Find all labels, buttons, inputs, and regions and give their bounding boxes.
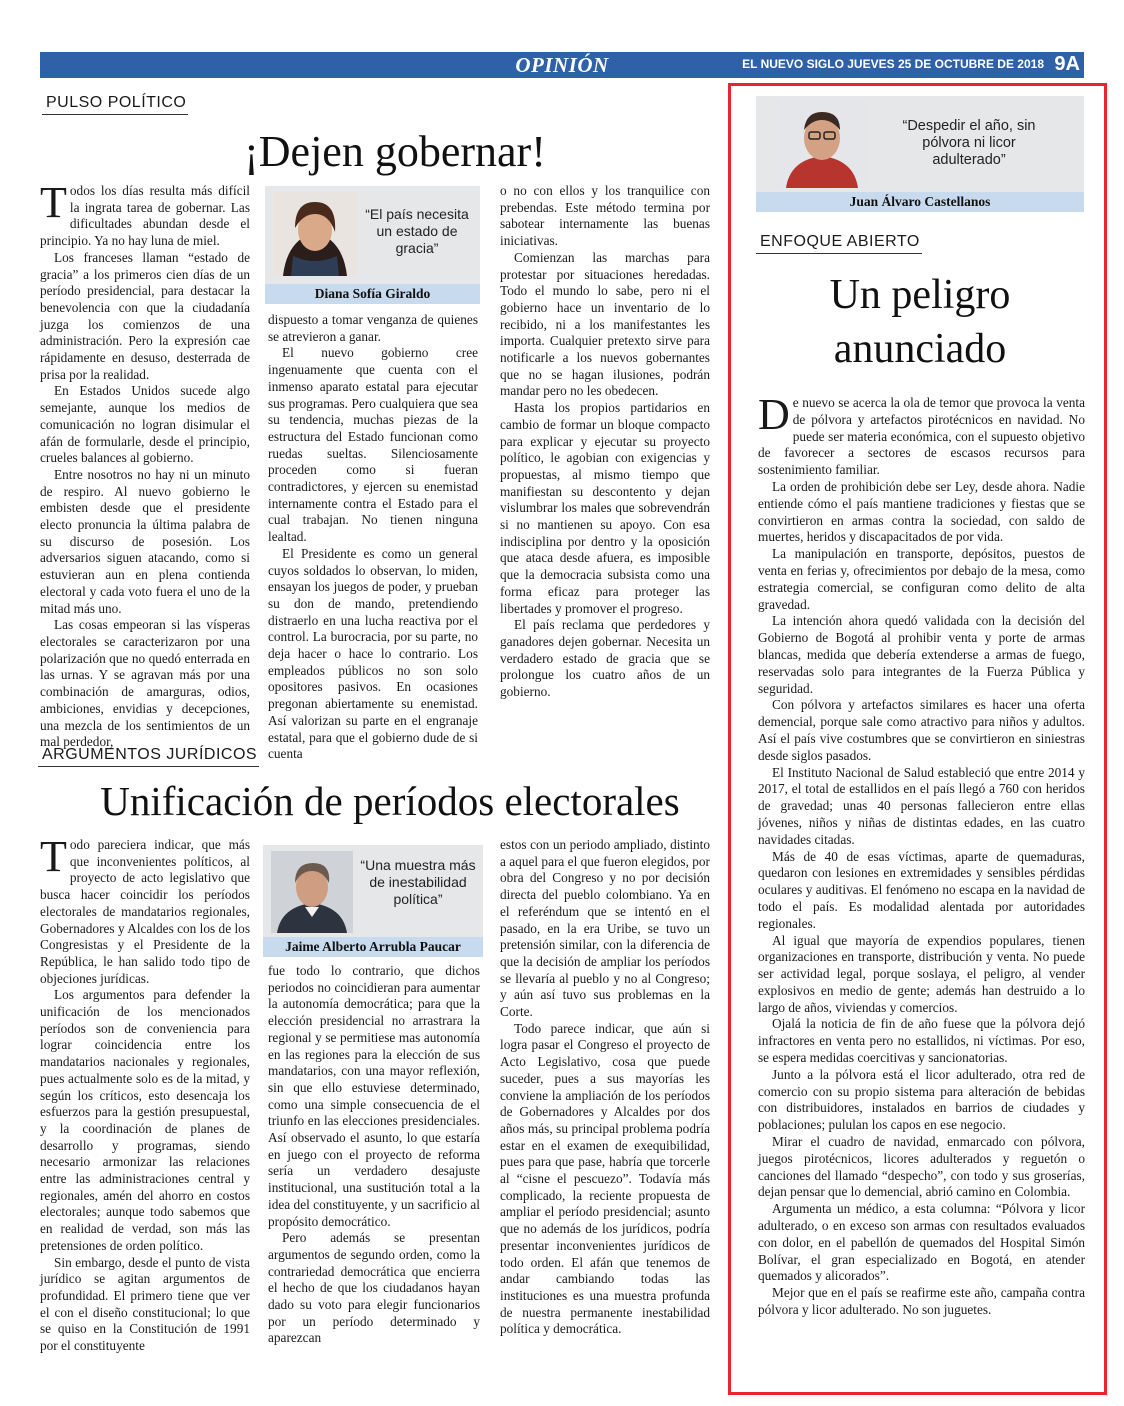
- article1-column-3: [500, 183, 710, 723]
- article1-paragraph: Comienzan las marchas para protestar por situaciones heredadas. Todo el mundo lo sabe, pero ni el gobierno hace un inventario de lo recibido, ni a los manifestantes les importa. Cualquier pretexto sirve para notificarle a los nuevos gobernantes que no se hagan ilusiones, podrán mandar pero no les obedecen.: [500, 249, 710, 399]
- article3-title-line: Un peligro: [829, 272, 1011, 318]
- article1-paragraph: Las cosas empeoran si las vísperas electorales se caracterizaron por una polarización que no quedó enterrada en las urnas. Y se agravan más por una combinación de amarguras, odios, ambiciones, envidias y decepciones, una mezcla de los sentimientos de un mal perdedor,: [40, 617, 250, 750]
- article1-author-box: [265, 186, 480, 304]
- article3-paragraph: De nuevo se acerca la ola de temor que provoca la venta de pólvora y artefactos pirotécnicos en navidad. No puede ser materia económica, con el supuesto objetivo de favorecer a sectores de escasos recursos para sostenimiento familiar.: [758, 390, 1085, 478]
- article1-column-1: [40, 178, 250, 750]
- author-photo: [271, 851, 353, 933]
- page-number: 9A: [1054, 53, 1080, 75]
- dropcap: T: [40, 832, 67, 881]
- article1-paragraph: El Presidente es como un general cuyos soldados lo observan, lo miden, ensayan los juegos de poder, y prueban su don de mando, pretendiendo distraerlo en una lucha reactiva por el control. La burocracia, por su parte, no deja hacer o hace lo contrario. Los empleados públicos no son solo opositores pasivos. En ocasiones pregonan abiertamente su enemistad. Así valorizan su parte en el engranaje estatal, para que el gobierno dude de si cuenta: [268, 545, 478, 762]
- article3-paragraph: El Instituto Nacional de Salud estableció que entre 2014 y 2017, el total de estallidos en el país llegó a 760 con heridos de gravedad; unas 40 personas fallecieron entre ellas jóvenes, niños y niñas de distintas edades, en las cuatro navidades citadas.: [758, 764, 1085, 847]
- article2-paragraph: estos con un periodo ampliado, distinto a aquel para el que fueron elegidos, por obra del Congreso y no por decisión directa del pueblo colombiano. Ya en el referéndum que se intentó en el pasado, en la era Uribe, se tuvo un pretensión similar, con la diferencia de que la decisión de ampliar los períodos se llevaría al pueblo y no al Congreso; y aún así tuvo sus problemas en la Corte.: [500, 837, 710, 1020]
- article3-paragraph: La orden de prohibición debe ser Ley, desde ahora. Nadie entiende cómo el país mantiene tradiciones y fiestas que se convirtieron en armas contra la sociedad, con saldo de muertes, heridos y discapacitados de por vida.: [758, 478, 1085, 545]
- paper-date: EL NUEVO SIGLO JUEVES 25 DE OCTUBRE DE 2018: [742, 57, 1044, 71]
- article3-title: [756, 268, 1084, 376]
- article1-kicker: PULSO POLÍTICO: [42, 94, 188, 115]
- article1-paragraph: Todos los días resulta más difícil la ingrata tarea de gobernar. Las dificultades abundan desde el principio. Ya no hay luna de miel.: [40, 178, 250, 249]
- article3-author-box: [756, 96, 1084, 212]
- article3-paragraph: Ojalá la noticia de fin de año fuese que la pólvora dejó infractores en venta pero no estallidos, ni víctimas. Por eso, se espera medidas coercitivas y sancionatorias.: [758, 1016, 1085, 1066]
- article2-paragraph: fue todo lo contrario, que dichos periodos no coincidieran para aumentar la autonomía democrática; para que la elección presidencial no arrastrara la regional y se permitiese mas autonomía en las regiones para la elección de sus mandatarios, con una mayor reflexión, sin que ello estuviese determinado, como una simple consecuencia de el triunfo en las elecciones presidenciales. Así observado el asunto, lo que estaría en juego con el proyecto de reforma sería un verdadero desajuste institucional, una sustitución total a la idea del constituyente, y un sacrificio al propósito democrático.: [268, 963, 480, 1229]
- article3-paragraph: Con pólvora y artefactos similares es hacer una oferta demencial, porque sale como atractivo para niños y adultos. Así el país vive costumbres que se convirtieron en siniestras desde siglos pasados.: [758, 697, 1085, 763]
- article3-author-name: Juan Álvaro Castellanos: [756, 192, 1084, 212]
- page-header-bar: [40, 52, 1084, 78]
- article3-paragraph: Junto a la pólvora está el licor adulterado, otra red de comercio con su propio sistema para alteración de bebidas con distribuidores, instalados en barrios de ciudades y poblaciones; pululan los capos en ese negocio.: [758, 1066, 1085, 1133]
- article1-column-2: [268, 312, 478, 762]
- article3-paragraph: Argumenta un médico, a esta columna: “Pólvora y licor adulterado, o en exceso son armas con resultados evaluados con dolor, en el pabellón de quemados del Hospital Simón Bolívar, el gran especializado en Bogotá, en atender quemados y alicorados”.: [758, 1201, 1085, 1284]
- article2-paragraph: Sin embargo, desde el punto de vista jurídico se agitan argumentos de profundidad. El primero tiene que ver el con el diseño constitucional; lo que se quiso en la Constitución de 1991 por el constituyente: [40, 1254, 250, 1354]
- article2-paragraph: Pero además se presentan argumentos de segundo orden, como la contrariedad democrática que encierra el hecho de que los ciudadanos hayan dado su voto para elegir funcionarios por un período determinado y aparezcan: [268, 1230, 480, 1346]
- article2-column-3: [500, 837, 710, 1347]
- article1-paragraph: El nuevo gobierno cree ingenuamente que cuenta con el inmenso aparato estatal para ejecutar sus programas. Pero cualquiera que sea su tendencia, muchas piezas de la estructura del Estado funcionan como ruedas sueltas. Silenciosamente proceden como si fueran contradictores, y ejercen su enemistad internamente contra el Estado para el cual trabajan. No tienen ninguna lealtad.: [268, 345, 478, 545]
- article1-paragraph: El país reclama que perdedores y ganadores dejen gobernar. Necesita un verdadero estado de gracia que se prolongue los cuatro años de un gobierno.: [500, 617, 710, 700]
- author-photo: [778, 100, 866, 188]
- article3-kicker: ENFOQUE ABIERTO: [756, 233, 922, 254]
- article1-paragraph: o no con ellos y los tranquilice con prebendas. Este método termina por sabotear internamente las buenas iniciativas.: [500, 183, 710, 249]
- article3-paragraph: La intención ahora quedó validada con la decisión del Gobierno de Bogotá al prohibir venta y porte de armas blancas, medida que debería extenderse a armas de fuego, reservadas solo para integrantes de la Fuerza Pública y seguridad.: [758, 613, 1085, 696]
- article3-paragraph: Mejor que en el país se reafirme este año, campaña contra pólvora y licor adulterado. No son juguetes.: [758, 1285, 1085, 1318]
- dropcap: D: [758, 390, 790, 439]
- article1-paragraph: dispuesto a tomar venganza de quienes se atrevieron a ganar.: [268, 312, 478, 344]
- article2-paragraph: Todo parece indicar, que aún si logra pasar el Congreso el proyecto de Acto Legislativo, cosa que puede suceder, pues a sus mayorías les conviene la ampliación de los períodos de Gobernadores y Alcaldes por dos años más, su principal problema podría estar en el examen de exequibilidad, pues para que pase, habría que torcerle al “cisne el pescuezo”. Todavía más complicado, la reciente propuesta de ampliar el período presidencial; asunto que no además de los jurídicos, podría presentar inconvenientes jurídicos de todo orden. El afán que tenemos de andar cambiando todas las instituciones es una muestra profunda de nuestra permanente inestabilidad política y democrática.: [500, 1020, 710, 1337]
- article1-paragraph: Los franceses llaman “estado de gracia” a los primeros cien días de un período presidencial, para destacar la benevolencia con que la ciudadanía juzga los comienzos de una administración. Pero la expresión cae rápidamente en desuso, desterrada de prisa por la realidad.: [40, 249, 250, 382]
- article2-column-2: [268, 963, 480, 1347]
- article2-pull-quote: “Una muestra más de inestabilidad política”: [360, 857, 476, 907]
- article3-paragraph: Mirar el cuadro de navidad, enmarcado con pólvora, juegos pirotécnicos, licores adulterados y reguetón o canciones del llamado “despecho”, con todo y sus groserías, dejan pensar que lo demencial, abrió camino en Colombia.: [758, 1134, 1085, 1200]
- article2-title: Unificación de períodos electorales: [100, 778, 680, 824]
- article2-paragraph: Los argumentos para defender la unificación de los mencionados períodos son de conveniencia para lograr coincidencia entre los mandatarios nacionales y regionales, pues actualmente solo es de la mitad, y según los críticos, esto desencaja los esfuerzos para la gestión presupuestal, y la coordinación de planes de desarrollo y programas, siendo necesario armonizar las relaciones entre las administraciones central y regionales, amén del ahorro en costos electorales; aunque todo sabemos que en realidad de verdad, son más las pretensiones de orden político.: [40, 987, 250, 1253]
- article2-author-name: Jaime Alberto Arrubla Paucar: [263, 937, 483, 957]
- article3-paragraph: La manipulación en transporte, depósitos, puestos de venta en ferias y, ofrecimientos por debajo de la mesa, como estrategia comercial, se configuran como delito de alta gravedad.: [758, 546, 1085, 612]
- article1-paragraph: En Estados Unidos sucede algo semejante, aunque los medios de comunicación no logran disimular el afán de formularle, desde el principio, crueles balances al gobierno.: [40, 383, 250, 466]
- article1-paragraph: Hasta los propios partidarios en cambio de formar un bloque compacto para explicar y ejecutar su proyecto político, le agobian con exigencias y propuestas, al mismo tiempo que manifiestan su descontento y dejan vislumbrar los males que sobrevendrán si no mantienen su apoyo. Con esa indisciplina por dentro y la oposición que ataca desde afuera, es imposible que la democracia subsista como una forma eficaz para proteger las libertades y promover el progreso.: [500, 400, 710, 616]
- author-photo: [273, 192, 357, 276]
- article1-paragraph: Entre nosotros no hay ni un minuto de respiro. Al nuevo gobierno le embisten desde que el presidente electo pronuncia la última palabra de su discurso de posesión. Los adversarios siguen atacando, como si estuvieran aun en plena contienda electoral y cada voto fuera el uno de la mitad más uno.: [40, 466, 250, 616]
- dropcap: T: [40, 178, 67, 227]
- article3-paragraph: Más de 40 de esas víctimas, aparte de quemaduras, quedaron con lesiones en extremidades y sensibles pérdidas oculares y auditivas. El fenómeno no escapa en la navidad de todo el país. Es modalidad alentada por autoridades regionales.: [758, 848, 1085, 931]
- article2-kicker: ARGUMENTOS JURÍDICOS: [38, 746, 259, 767]
- article2-column-1: [40, 832, 250, 1354]
- article2-author-box: [263, 845, 483, 957]
- article2-paragraph: Todo pareciera indicar, que más que inconvenientes políticos, al proyecto de acto legislativo que busca hacer coincidir los períodos electorales de mandatarios regionales, Gobernadores y Alcaldes con los de los Congresistas y el Presidente de la República, le han salido todo tipo de objeciones jurídicas.: [40, 832, 250, 986]
- article3-title-line: anunciado: [833, 326, 1007, 372]
- article1-pull-quote: “El país necesita un estado de gracia”: [365, 206, 469, 256]
- article1-author-name: Diana Sofía Giraldo: [265, 284, 480, 304]
- article3-body: [758, 390, 1085, 1385]
- section-title: OPINIÓN: [515, 53, 609, 77]
- article3-paragraph: Al igual que mayoría de expendios populares, tienen organizaciones en transporte, distribución y venta. No puede ser actividad legal, porque soslaya, el peligro, al vender explosivos en medio de gente; además han destruido a lo largo de años, viviendas y comercios.: [758, 932, 1085, 1015]
- article1-title: ¡Dejen gobernar!: [244, 127, 546, 176]
- article3-pull-quote: “Despedir el año, sin pólvora ni licor adulterado”: [902, 118, 1036, 168]
